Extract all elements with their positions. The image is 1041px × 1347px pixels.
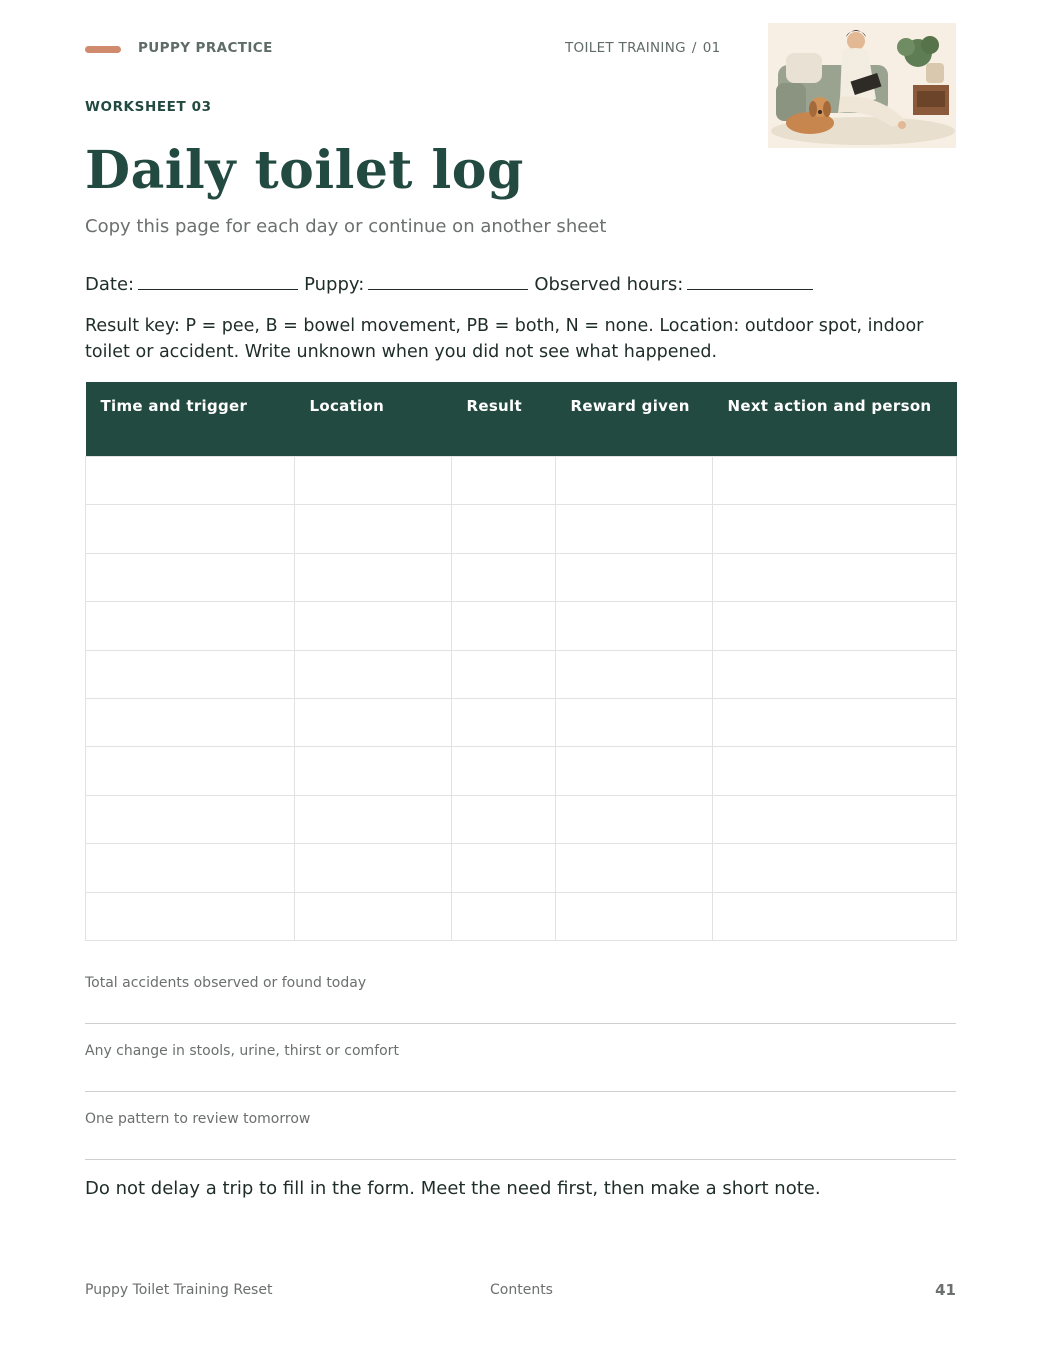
puppy-field[interactable] [368,275,528,290]
brand-name: PUPPY PRACTICE [138,40,273,56]
table-row [86,505,957,553]
table-cell[interactable] [556,553,713,601]
table-cell[interactable] [295,844,452,892]
table-cell[interactable] [452,553,556,601]
table-cell[interactable] [713,505,957,553]
table-cell[interactable] [295,698,452,746]
table-cell[interactable] [86,698,295,746]
column-header-time: Time and trigger [86,382,295,457]
page-subtitle: Copy this page for each day or continue on another sheet [85,216,607,237]
table-cell[interactable] [713,650,957,698]
table-cell[interactable] [452,795,556,843]
puppy-label: Puppy: [304,274,365,295]
table-cell[interactable] [295,795,452,843]
section-separator: / [691,40,697,56]
date-label: Date: [85,274,135,295]
table-cell[interactable] [86,892,295,940]
table-row [86,650,957,698]
table-cell[interactable] [295,892,452,940]
table-cell[interactable] [86,505,295,553]
table-cell[interactable] [556,795,713,843]
table-cell[interactable] [86,844,295,892]
summary-field-changes[interactable] [85,1043,956,1092]
table-body [86,457,957,941]
table-cell[interactable] [713,602,957,650]
brand-accent-bar [85,46,121,53]
column-header-location: Location [295,382,452,457]
summary-label: One pattern to review tomorrow [85,1111,311,1127]
table-cell[interactable] [295,747,452,795]
toilet-log-table [85,382,957,941]
table-cell[interactable] [86,602,295,650]
table-header-row [86,382,957,457]
table-cell[interactable] [713,553,957,601]
table-row [86,602,957,650]
table-cell[interactable] [452,892,556,940]
column-header-reward: Reward given [556,382,713,457]
table-cell[interactable] [556,844,713,892]
table-row [86,553,957,601]
table-cell[interactable] [295,553,452,601]
section-label [565,40,721,56]
column-header-result: Result [452,382,556,457]
table-cell[interactable] [556,698,713,746]
summary-label: Any change in stools, urine, thirst or comfort [85,1043,399,1059]
woman-reading-with-puppy-illustration-icon [768,23,956,148]
table-cell[interactable] [556,602,713,650]
page-title: Daily toilet log [85,140,524,201]
table-cell[interactable] [713,698,957,746]
table-cell[interactable] [713,795,957,843]
table-cell[interactable] [295,505,452,553]
summary-field-accidents[interactable] [85,975,956,1024]
table-cell[interactable] [86,553,295,601]
table-cell[interactable] [452,747,556,795]
section-name: TOILET TRAINING [565,40,686,56]
footer-contents-link[interactable]: Contents [490,1282,553,1298]
result-key: Result key: P = pee, B = bowel movement, PB = both, N = none. Location: outdoor spot, indoor toilet or accident. Write unknown when you did not see what happened. [85,316,924,362]
table-cell[interactable] [86,795,295,843]
log-header-fields [85,274,819,295]
page-number: 41 [935,1281,956,1299]
table-row [86,844,957,892]
date-field[interactable] [138,275,298,290]
column-header-next-action: Next action and person [713,382,957,457]
table-cell[interactable] [713,457,957,505]
table-row [86,892,957,940]
table-cell[interactable] [556,505,713,553]
summary-field-pattern[interactable] [85,1111,956,1160]
table-cell[interactable] [295,457,452,505]
table-cell[interactable] [452,457,556,505]
table-cell[interactable] [295,650,452,698]
section-number: 01 [702,40,721,56]
table-cell[interactable] [556,650,713,698]
table-cell[interactable] [713,844,957,892]
table-cell[interactable] [295,602,452,650]
table-cell[interactable] [86,650,295,698]
footer-book-title: Puppy Toilet Training Reset [85,1282,273,1298]
closing-note: Do not delay a trip to fill in the form. Meet the need first, then make a short note. [85,1178,821,1199]
table-cell[interactable] [713,747,957,795]
table-row [86,795,957,843]
table-cell[interactable] [452,602,556,650]
table-cell[interactable] [86,457,295,505]
table-cell[interactable] [452,698,556,746]
hero-illustration [768,23,956,148]
observed-hours-field[interactable] [687,275,813,290]
table-cell[interactable] [556,747,713,795]
table-cell[interactable] [713,892,957,940]
table-cell[interactable] [556,892,713,940]
observed-hours-label: Observed hours: [534,274,684,295]
worksheet-number: WORKSHEET 03 [85,99,212,115]
table-cell[interactable] [86,747,295,795]
table-cell[interactable] [452,650,556,698]
table-row [86,747,957,795]
table-row [86,698,957,746]
summary-label: Total accidents observed or found today [85,975,367,991]
table-cell[interactable] [452,844,556,892]
table-cell[interactable] [452,505,556,553]
table-row [86,457,957,505]
table-cell[interactable] [556,457,713,505]
